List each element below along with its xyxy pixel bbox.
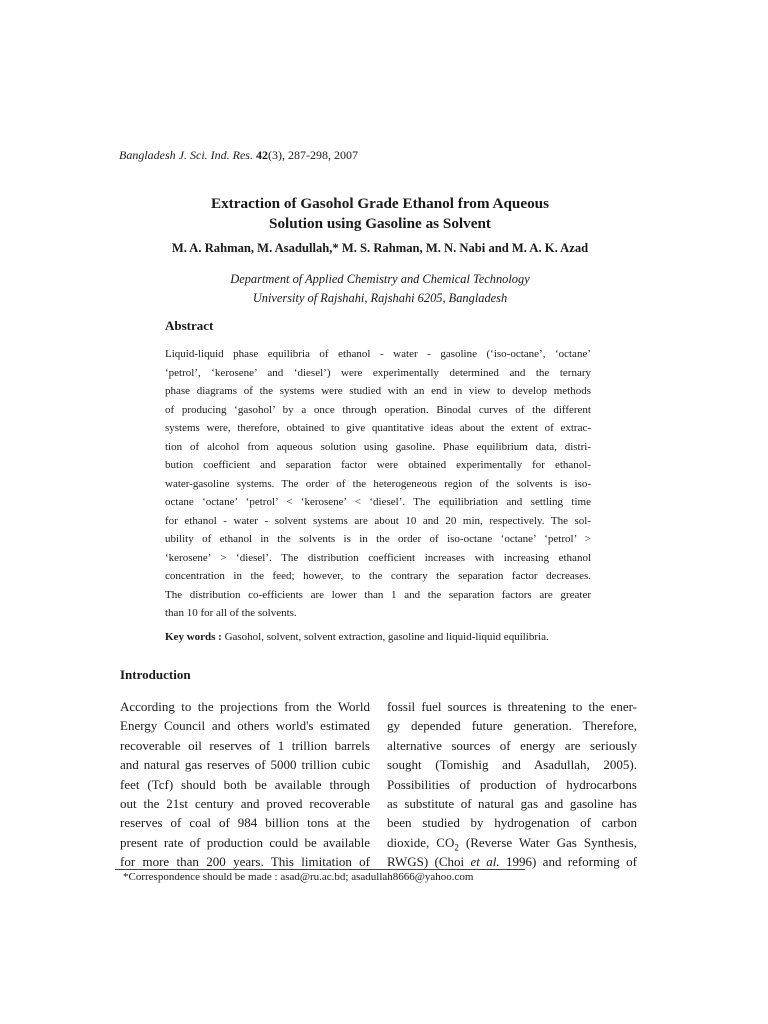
body-line: present rate of production could be available (120, 834, 370, 850)
body-line: been studied by hydrogenation of carbon (387, 815, 637, 831)
abstract-line: octane ‘octane’ ‘petrol’ < ‘kerosene’ < ‘diesel’. The equilibriation and settling time (165, 496, 591, 508)
body-line-co2 (387, 833, 637, 852)
footnote-divider (115, 869, 525, 870)
keywords (165, 631, 549, 643)
abstract-body (165, 345, 591, 623)
journal-volume: 42 (255, 148, 268, 162)
abstract-line: bution coefficient and separation factor were obtained experimentally for ethanol- (165, 459, 591, 471)
body-line: recoverable oil reserves of 1 trillion barrels (120, 737, 370, 753)
body-line: fossil fuel sources is threatening to the ener- (387, 699, 637, 714)
rwgs-text-rest: 1996) and reforming of (499, 854, 637, 870)
body-line: Possibilities of production of hydrocarbons (387, 776, 637, 792)
body-line: as substitute of natural gas and gasoline has (387, 796, 637, 812)
abstract-line: of producing ‘gasohol’ by a once through operation. Binodal curves of the different (165, 403, 591, 416)
paper-title (120, 194, 640, 234)
affiliation-line-2: University of Rajshahi, Rajshahi 6205, Bangladesh (252, 291, 508, 305)
abstract-line: The distribution co-efficients are lower than 1 and the separation factors are greater (165, 588, 591, 601)
body-line: sought (Tomishig and Asadullah, 2005). (387, 757, 637, 773)
journal-citation (119, 148, 358, 163)
abstract-line: ubility of ethanol in the solvents is in the order of iso-octane ‘octane’ ‘petrol’ > (165, 533, 591, 545)
rwgs-text: RWGS) (Choi (387, 854, 471, 870)
affiliation (120, 270, 640, 308)
body-line: Energy Council and others world's estimated (120, 718, 370, 734)
et-al: et al. (470, 854, 500, 870)
affiliation-line-1: Department of Applied Chemistry and Chemical Technology (230, 272, 530, 286)
abstract-line: phase diagrams of the systems were studied with an end in view to develop methods (165, 385, 591, 397)
body-line: out the 21st century and proved recoverable (120, 796, 370, 812)
paper-title-line-2: Solution using Gasoline as Solvent (269, 215, 491, 232)
introduction-right-column (387, 697, 637, 872)
abstract-line: for ethanol - water - solvent systems are about 10 and 20 min, respectively. The sol- (165, 514, 591, 527)
abstract-line: ‘petrol’, ‘kerosene’ and ‘diesel’) were experimentally determined and the ternary (165, 366, 591, 379)
abstract-line: ‘kerosene’ > ‘diesel’. The distribution coefficient increases with increasing ethanol (165, 551, 591, 564)
introduction-left-column (120, 697, 370, 872)
abstract-line: systems were, therefore, obtained to give quantitative ideas about the extent of extrac- (165, 422, 591, 434)
journal-name: Bangladesh J. Sci. Ind. Res. (119, 148, 253, 162)
co2-subscript: 2 (454, 842, 459, 853)
abstract-line: concentration in the feed; however, to the contrary the separation factor decreases. (165, 570, 591, 582)
keywords-text: Gasohol, solvent, solvent extraction, gasoline and liquid-liquid equilibria. (221, 631, 549, 643)
introduction-heading: Introduction (120, 667, 191, 682)
abstract-line: than 10 for all of the solvents. (165, 607, 297, 619)
abstract-line: water-gasoline systems. The order of the heterogeneous region of the solvents is iso- (165, 477, 591, 490)
author-list: M. A. Rahman, M. Asadullah,* M. S. Rahman, M. N. Nabi and M. A. K. Azad (171, 241, 589, 255)
abstract-line: tion of alcohol from aqueous solution using gasoline. Phase equilibrium data, distri- (165, 440, 591, 453)
body-line: reserves of coal of 984 billion tons at the (120, 815, 370, 831)
body-line: feet (Tcf) should both be available through (120, 776, 370, 792)
correspondence-footnote: *Correspondence should be made : asad@ru.ac.bd; asadullah8666@yahoo.com (123, 871, 474, 883)
journal-issue-pages: (3), 287-298, 2007 (267, 148, 358, 162)
abstract-heading: Abstract (165, 318, 214, 333)
body-line: gy depended future generation. Therefore, (387, 718, 637, 734)
body-line: and natural gas reserves of 5000 trillion cubic (120, 757, 370, 773)
keywords-label: Key words : (165, 631, 222, 643)
paper-title-line-1: Extraction of Gasohol Grade Ethanol from Aqueous (210, 195, 550, 212)
body-line: for more than 200 years. This limitation of (120, 854, 370, 870)
co2-text-rest: (Reverse Water Gas Synthesis, (458, 834, 637, 850)
body-line: alternative sources of energy are seriously (387, 737, 637, 753)
co2-text: dioxide, CO (387, 834, 455, 850)
body-line: According to the projections from the World (120, 699, 370, 714)
abstract-line: Liquid-liquid phase equilibria of ethanol - water - gasoline (‘iso-octane’, ‘octane’ (165, 348, 591, 360)
